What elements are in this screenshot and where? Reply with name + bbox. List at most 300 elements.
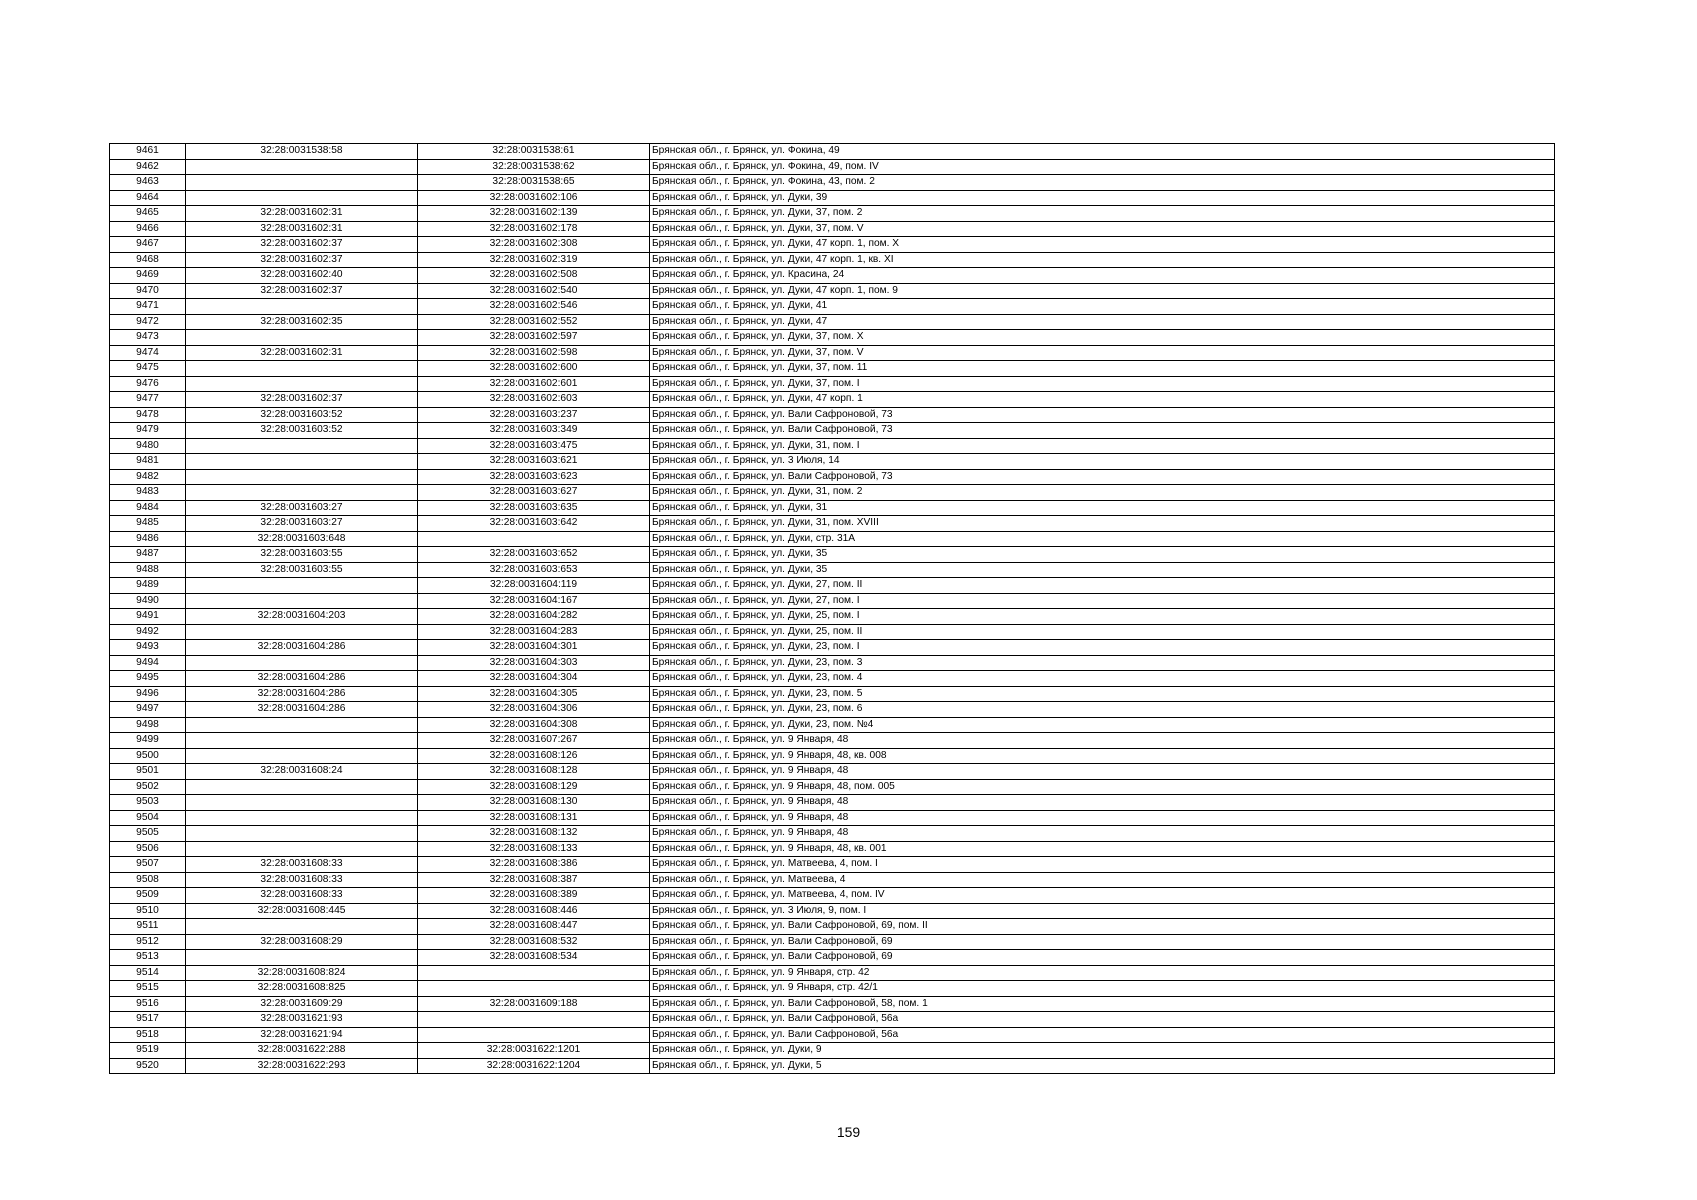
table-row xyxy=(110,485,1555,501)
table-row xyxy=(110,454,1555,470)
parcel-cadastral-cell: 32:28:0031604:286 xyxy=(186,686,418,702)
row-number-cell: 9508 xyxy=(110,872,186,888)
parcel-cadastral-cell xyxy=(186,175,418,191)
address-cell: Брянская обл., г. Брянск, ул. 3 Июля, 14 xyxy=(650,454,1555,470)
address-cell: Брянская обл., г. Брянск, ул. Вали Сафроновой, 73 xyxy=(650,423,1555,439)
table-row xyxy=(110,826,1555,842)
object-cadastral-cell: 32:28:0031608:532 xyxy=(418,934,650,950)
table-row xyxy=(110,981,1555,997)
address-cell: Брянская обл., г. Брянск, ул. Дуки, 39 xyxy=(650,190,1555,206)
table-row xyxy=(110,206,1555,222)
object-cadastral-cell: 32:28:0031603:349 xyxy=(418,423,650,439)
object-cadastral-cell xyxy=(418,531,650,547)
parcel-cadastral-cell: 32:28:0031602:31 xyxy=(186,206,418,222)
row-number-cell: 9462 xyxy=(110,159,186,175)
address-cell: Брянская обл., г. Брянск, ул. Фокина, 49 xyxy=(650,144,1555,160)
parcel-cadastral-cell xyxy=(186,748,418,764)
parcel-cadastral-cell: 32:28:0031621:94 xyxy=(186,1027,418,1043)
parcel-cadastral-cell: 32:28:0031602:31 xyxy=(186,345,418,361)
address-cell: Брянская обл., г. Брянск, ул. Дуки, 31, пом. 2 xyxy=(650,485,1555,501)
parcel-cadastral-cell xyxy=(186,779,418,795)
row-number-cell: 9488 xyxy=(110,562,186,578)
table-row xyxy=(110,314,1555,330)
table-row xyxy=(110,268,1555,284)
address-cell: Брянская обл., г. Брянск, ул. Дуки, 35 xyxy=(650,547,1555,563)
address-cell: Брянская обл., г. Брянск, ул. Вали Сафроновой, 69 xyxy=(650,950,1555,966)
table-row xyxy=(110,1043,1555,1059)
parcel-cadastral-cell: 32:28:0031608:825 xyxy=(186,981,418,997)
address-cell: Брянская обл., г. Брянск, ул. 9 Января, 48, кв. 008 xyxy=(650,748,1555,764)
address-cell: Брянская обл., г. Брянск, ул. Вали Сафроновой, 58, пом. 1 xyxy=(650,996,1555,1012)
row-number-cell: 9485 xyxy=(110,516,186,532)
parcel-cadastral-cell xyxy=(186,159,418,175)
object-cadastral-cell xyxy=(418,965,650,981)
object-cadastral-cell: 32:28:0031622:1201 xyxy=(418,1043,650,1059)
address-cell: Брянская обл., г. Брянск, ул. Дуки, 47 xyxy=(650,314,1555,330)
object-cadastral-cell: 32:28:0031604:119 xyxy=(418,578,650,594)
row-number-cell: 9479 xyxy=(110,423,186,439)
row-number-cell: 9509 xyxy=(110,888,186,904)
table-row xyxy=(110,857,1555,873)
row-number-cell: 9476 xyxy=(110,376,186,392)
object-cadastral-cell: 32:28:0031603:652 xyxy=(418,547,650,563)
parcel-cadastral-cell: 32:28:0031608:33 xyxy=(186,857,418,873)
row-number-cell: 9501 xyxy=(110,764,186,780)
row-number-cell: 9510 xyxy=(110,903,186,919)
address-cell: Брянская обл., г. Брянск, ул. Фокина, 43, пом. 2 xyxy=(650,175,1555,191)
object-cadastral-cell: 32:28:0031602:540 xyxy=(418,283,650,299)
object-cadastral-cell: 32:28:0031608:534 xyxy=(418,950,650,966)
row-number-cell: 9482 xyxy=(110,469,186,485)
table-row xyxy=(110,144,1555,160)
table-row xyxy=(110,624,1555,640)
address-cell: Брянская обл., г. Брянск, ул. Дуки, 37, пом. I xyxy=(650,376,1555,392)
parcel-cadastral-cell xyxy=(186,795,418,811)
parcel-cadastral-cell xyxy=(186,950,418,966)
table-row xyxy=(110,578,1555,594)
object-cadastral-cell xyxy=(418,981,650,997)
parcel-cadastral-cell: 32:28:0031538:58 xyxy=(186,144,418,160)
parcel-cadastral-cell xyxy=(186,655,418,671)
object-cadastral-cell: 32:28:0031608:446 xyxy=(418,903,650,919)
table-row xyxy=(110,764,1555,780)
parcel-cadastral-cell: 32:28:0031602:31 xyxy=(186,221,418,237)
address-cell: Брянская обл., г. Брянск, ул. Дуки, 27, пом. I xyxy=(650,593,1555,609)
object-cadastral-cell: 32:28:0031604:304 xyxy=(418,671,650,687)
object-cadastral-cell: 32:28:0031608:132 xyxy=(418,826,650,842)
table-row xyxy=(110,903,1555,919)
object-cadastral-cell: 32:28:0031622:1204 xyxy=(418,1058,650,1074)
table-row xyxy=(110,996,1555,1012)
address-cell: Брянская обл., г. Брянск, ул. 9 Января, 48 xyxy=(650,733,1555,749)
object-cadastral-cell: 32:28:0031608:131 xyxy=(418,810,650,826)
parcel-cadastral-cell xyxy=(186,810,418,826)
table-row xyxy=(110,361,1555,377)
registry-table-body xyxy=(110,144,1555,1074)
table-row xyxy=(110,562,1555,578)
object-cadastral-cell: 32:28:0031609:188 xyxy=(418,996,650,1012)
object-cadastral-cell: 32:28:0031604:282 xyxy=(418,609,650,625)
table-row xyxy=(110,872,1555,888)
row-number-cell: 9505 xyxy=(110,826,186,842)
row-number-cell: 9486 xyxy=(110,531,186,547)
table-row xyxy=(110,609,1555,625)
address-cell: Брянская обл., г. Брянск, ул. Красина, 24 xyxy=(650,268,1555,284)
object-cadastral-cell: 32:28:0031602:600 xyxy=(418,361,650,377)
address-cell: Брянская обл., г. Брянск, ул. Дуки, 41 xyxy=(650,299,1555,315)
object-cadastral-cell: 32:28:0031603:237 xyxy=(418,407,650,423)
object-cadastral-cell: 32:28:0031608:133 xyxy=(418,841,650,857)
parcel-cadastral-cell: 32:28:0031602:37 xyxy=(186,283,418,299)
row-number-cell: 9475 xyxy=(110,361,186,377)
row-number-cell: 9500 xyxy=(110,748,186,764)
address-cell: Брянская обл., г. Брянск, ул. 3 Июля, 9, пом. I xyxy=(650,903,1555,919)
address-cell: Брянская обл., г. Брянск, ул. 9 Января, 48, кв. 001 xyxy=(650,841,1555,857)
object-cadastral-cell: 32:28:0031602:546 xyxy=(418,299,650,315)
address-cell: Брянская обл., г. Брянск, ул. Дуки, 9 xyxy=(650,1043,1555,1059)
address-cell: Брянская обл., г. Брянск, ул. Вали Сафроновой, 73 xyxy=(650,407,1555,423)
parcel-cadastral-cell: 32:28:0031602:37 xyxy=(186,237,418,253)
address-cell: Брянская обл., г. Брянск, ул. Фокина, 49, пом. IV xyxy=(650,159,1555,175)
object-cadastral-cell: 32:28:0031602:603 xyxy=(418,392,650,408)
address-cell: Брянская обл., г. Брянск, ул. 9 Января, 48, пом. 005 xyxy=(650,779,1555,795)
parcel-cadastral-cell xyxy=(186,717,418,733)
address-cell: Брянская обл., г. Брянск, ул. Дуки, 37, пом. 11 xyxy=(650,361,1555,377)
row-number-cell: 9467 xyxy=(110,237,186,253)
row-number-cell: 9512 xyxy=(110,934,186,950)
table-row xyxy=(110,1058,1555,1074)
parcel-cadastral-cell xyxy=(186,454,418,470)
row-number-cell: 9497 xyxy=(110,702,186,718)
row-number-cell: 9506 xyxy=(110,841,186,857)
table-row xyxy=(110,810,1555,826)
parcel-cadastral-cell: 32:28:0031603:27 xyxy=(186,500,418,516)
address-cell: Брянская обл., г. Брянск, ул. Дуки, 31, пом. XVIII xyxy=(650,516,1555,532)
object-cadastral-cell: 32:28:0031604:283 xyxy=(418,624,650,640)
address-cell: Брянская обл., г. Брянск, ул. Дуки, 37, пом. X xyxy=(650,330,1555,346)
address-cell: Брянская обл., г. Брянск, ул. 9 Января, 48 xyxy=(650,795,1555,811)
address-cell: Брянская обл., г. Брянск, ул. Дуки, 5 xyxy=(650,1058,1555,1074)
object-cadastral-cell: 32:28:0031604:308 xyxy=(418,717,650,733)
parcel-cadastral-cell: 32:28:0031608:445 xyxy=(186,903,418,919)
row-number-cell: 9520 xyxy=(110,1058,186,1074)
parcel-cadastral-cell: 32:28:0031603:52 xyxy=(186,407,418,423)
parcel-cadastral-cell: 32:28:0031603:27 xyxy=(186,516,418,532)
table-row xyxy=(110,919,1555,935)
address-cell: Брянская обл., г. Брянск, ул. Дуки, 23, пом. 5 xyxy=(650,686,1555,702)
parcel-cadastral-cell xyxy=(186,919,418,935)
row-number-cell: 9503 xyxy=(110,795,186,811)
address-cell: Брянская обл., г. Брянск, ул. Дуки, 47 корп. 1, пом. X xyxy=(650,237,1555,253)
row-number-cell: 9466 xyxy=(110,221,186,237)
parcel-cadastral-cell: 32:28:0031602:37 xyxy=(186,392,418,408)
parcel-cadastral-cell: 32:28:0031604:286 xyxy=(186,702,418,718)
row-number-cell: 9484 xyxy=(110,500,186,516)
table-row xyxy=(110,237,1555,253)
address-cell: Брянская обл., г. Брянск, ул. Дуки, 23, пом. 6 xyxy=(650,702,1555,718)
row-number-cell: 9494 xyxy=(110,655,186,671)
parcel-cadastral-cell xyxy=(186,469,418,485)
address-cell: Брянская обл., г. Брянск, ул. Дуки, 47 корп. 1, кв. XI xyxy=(650,252,1555,268)
row-number-cell: 9513 xyxy=(110,950,186,966)
parcel-cadastral-cell: 32:28:0031608:33 xyxy=(186,872,418,888)
row-number-cell: 9502 xyxy=(110,779,186,795)
table-row xyxy=(110,950,1555,966)
row-number-cell: 9480 xyxy=(110,438,186,454)
table-row xyxy=(110,1012,1555,1028)
object-cadastral-cell: 32:28:0031604:306 xyxy=(418,702,650,718)
address-cell: Брянская обл., г. Брянск, ул. 9 Января, стр. 42/1 xyxy=(650,981,1555,997)
object-cadastral-cell: 32:28:0031608:129 xyxy=(418,779,650,795)
table-row xyxy=(110,531,1555,547)
address-cell: Брянская обл., г. Брянск, ул. Дуки, 47 корп. 1 xyxy=(650,392,1555,408)
parcel-cadastral-cell xyxy=(186,578,418,594)
object-cadastral-cell: 32:28:0031538:61 xyxy=(418,144,650,160)
table-row xyxy=(110,888,1555,904)
object-cadastral-cell: 32:28:0031604:301 xyxy=(418,640,650,656)
row-number-cell: 9465 xyxy=(110,206,186,222)
address-cell: Брянская обл., г. Брянск, ул. Дуки, 35 xyxy=(650,562,1555,578)
registry-table xyxy=(109,143,1555,1074)
object-cadastral-cell: 32:28:0031602:597 xyxy=(418,330,650,346)
parcel-cadastral-cell xyxy=(186,841,418,857)
row-number-cell: 9498 xyxy=(110,717,186,733)
row-number-cell: 9516 xyxy=(110,996,186,1012)
row-number-cell: 9477 xyxy=(110,392,186,408)
row-number-cell: 9517 xyxy=(110,1012,186,1028)
table-row xyxy=(110,469,1555,485)
row-number-cell: 9487 xyxy=(110,547,186,563)
object-cadastral-cell xyxy=(418,1027,650,1043)
table-row xyxy=(110,733,1555,749)
parcel-cadastral-cell xyxy=(186,299,418,315)
table-row xyxy=(110,190,1555,206)
address-cell: Брянская обл., г. Брянск, ул. Матвеева, 4, пом. IV xyxy=(650,888,1555,904)
object-cadastral-cell: 32:28:0031602:319 xyxy=(418,252,650,268)
row-number-cell: 9496 xyxy=(110,686,186,702)
row-number-cell: 9478 xyxy=(110,407,186,423)
parcel-cadastral-cell xyxy=(186,376,418,392)
object-cadastral-cell: 32:28:0031602:139 xyxy=(418,206,650,222)
address-cell: Брянская обл., г. Брянск, ул. Дуки, 37, пом. V xyxy=(650,221,1555,237)
object-cadastral-cell: 32:28:0031608:389 xyxy=(418,888,650,904)
table-row xyxy=(110,376,1555,392)
parcel-cadastral-cell: 32:28:0031608:33 xyxy=(186,888,418,904)
page-number: 159 xyxy=(836,1124,861,1140)
object-cadastral-cell: 32:28:0031602:106 xyxy=(418,190,650,206)
address-cell: Брянская обл., г. Брянск, ул. Вали Сафроновой, 69, пом. II xyxy=(650,919,1555,935)
object-cadastral-cell: 32:28:0031608:386 xyxy=(418,857,650,873)
row-number-cell: 9493 xyxy=(110,640,186,656)
table-row xyxy=(110,547,1555,563)
object-cadastral-cell: 32:28:0031603:623 xyxy=(418,469,650,485)
parcel-cadastral-cell xyxy=(186,330,418,346)
table-row xyxy=(110,1027,1555,1043)
table-row xyxy=(110,779,1555,795)
table-row xyxy=(110,392,1555,408)
parcel-cadastral-cell: 32:28:0031622:293 xyxy=(186,1058,418,1074)
address-cell: Брянская обл., г. Брянск, ул. Дуки, 37, пом. 2 xyxy=(650,206,1555,222)
object-cadastral-cell: 32:28:0031602:508 xyxy=(418,268,650,284)
row-number-cell: 9491 xyxy=(110,609,186,625)
object-cadastral-cell: 32:28:0031602:178 xyxy=(418,221,650,237)
row-number-cell: 9468 xyxy=(110,252,186,268)
parcel-cadastral-cell: 32:28:0031604:203 xyxy=(186,609,418,625)
row-number-cell: 9481 xyxy=(110,454,186,470)
row-number-cell: 9490 xyxy=(110,593,186,609)
object-cadastral-cell: 32:28:0031538:62 xyxy=(418,159,650,175)
parcel-cadastral-cell xyxy=(186,593,418,609)
object-cadastral-cell: 32:28:0031602:308 xyxy=(418,237,650,253)
address-cell: Брянская обл., г. Брянск, ул. Вали Сафроновой, 69 xyxy=(650,934,1555,950)
table-row xyxy=(110,795,1555,811)
object-cadastral-cell: 32:28:0031603:653 xyxy=(418,562,650,578)
address-cell: Брянская обл., г. Брянск, ул. 9 Января, стр. 42 xyxy=(650,965,1555,981)
address-cell: Брянская обл., г. Брянск, ул. Матвеева, 4, пом. I xyxy=(650,857,1555,873)
table-row xyxy=(110,702,1555,718)
address-cell: Брянская обл., г. Брянск, ул. 9 Января, 48 xyxy=(650,764,1555,780)
object-cadastral-cell: 32:28:0031602:552 xyxy=(418,314,650,330)
row-number-cell: 9507 xyxy=(110,857,186,873)
address-cell: Брянская обл., г. Брянск, ул. Матвеева, 4 xyxy=(650,872,1555,888)
address-cell: Брянская обл., г. Брянск, ул. 9 Января, 48 xyxy=(650,810,1555,826)
object-cadastral-cell: 32:28:0031607:267 xyxy=(418,733,650,749)
table-row xyxy=(110,748,1555,764)
table-row xyxy=(110,283,1555,299)
table-row xyxy=(110,500,1555,516)
address-cell: Брянская обл., г. Брянск, ул. Дуки, 37, пом. V xyxy=(650,345,1555,361)
table-row xyxy=(110,159,1555,175)
address-cell: Брянская обл., г. Брянск, ул. Дуки, 23, пом. I xyxy=(650,640,1555,656)
row-number-cell: 9483 xyxy=(110,485,186,501)
table-row xyxy=(110,655,1555,671)
row-number-cell: 9461 xyxy=(110,144,186,160)
table-row xyxy=(110,717,1555,733)
row-number-cell: 9469 xyxy=(110,268,186,284)
address-cell: Брянская обл., г. Брянск, ул. Вали Сафроновой, 56а xyxy=(650,1027,1555,1043)
row-number-cell: 9495 xyxy=(110,671,186,687)
table-row xyxy=(110,423,1555,439)
row-number-cell: 9519 xyxy=(110,1043,186,1059)
address-cell: Брянская обл., г. Брянск, ул. Дуки, 23, пом. 4 xyxy=(650,671,1555,687)
object-cadastral-cell: 32:28:0031603:475 xyxy=(418,438,650,454)
row-number-cell: 9511 xyxy=(110,919,186,935)
parcel-cadastral-cell: 32:28:0031608:824 xyxy=(186,965,418,981)
address-cell: Брянская обл., г. Брянск, ул. Дуки, стр. 31А xyxy=(650,531,1555,547)
object-cadastral-cell: 32:28:0031608:128 xyxy=(418,764,650,780)
parcel-cadastral-cell: 32:28:0031602:37 xyxy=(186,252,418,268)
parcel-cadastral-cell xyxy=(186,438,418,454)
parcel-cadastral-cell xyxy=(186,826,418,842)
table-row xyxy=(110,330,1555,346)
address-cell: Брянская обл., г. Брянск, ул. Дуки, 23, пом. №4 xyxy=(650,717,1555,733)
table-row xyxy=(110,965,1555,981)
table-row xyxy=(110,175,1555,191)
row-number-cell: 9489 xyxy=(110,578,186,594)
table-row xyxy=(110,299,1555,315)
parcel-cadastral-cell xyxy=(186,733,418,749)
address-cell: Брянская обл., г. Брянск, ул. Дуки, 31 xyxy=(650,500,1555,516)
table-row xyxy=(110,934,1555,950)
row-number-cell: 9470 xyxy=(110,283,186,299)
object-cadastral-cell: 32:28:0031608:126 xyxy=(418,748,650,764)
object-cadastral-cell: 32:28:0031608:387 xyxy=(418,872,650,888)
address-cell: Брянская обл., г. Брянск, ул. Дуки, 23, пом. 3 xyxy=(650,655,1555,671)
table-row xyxy=(110,221,1555,237)
table-row xyxy=(110,345,1555,361)
table-row xyxy=(110,671,1555,687)
table-row xyxy=(110,841,1555,857)
row-number-cell: 9463 xyxy=(110,175,186,191)
address-cell: Брянская обл., г. Брянск, ул. Дуки, 27, пом. II xyxy=(650,578,1555,594)
table-row xyxy=(110,438,1555,454)
object-cadastral-cell: 32:28:0031602:601 xyxy=(418,376,650,392)
table-row xyxy=(110,640,1555,656)
row-number-cell: 9471 xyxy=(110,299,186,315)
row-number-cell: 9474 xyxy=(110,345,186,361)
address-cell: Брянская обл., г. Брянск, ул. Дуки, 25, пом. II xyxy=(650,624,1555,640)
address-cell: Брянская обл., г. Брянск, ул. Вали Сафроновой, 73 xyxy=(650,469,1555,485)
address-cell: Брянская обл., г. Брянск, ул. 9 Января, 48 xyxy=(650,826,1555,842)
object-cadastral-cell: 32:28:0031604:303 xyxy=(418,655,650,671)
object-cadastral-cell: 32:28:0031603:621 xyxy=(418,454,650,470)
row-number-cell: 9499 xyxy=(110,733,186,749)
parcel-cadastral-cell: 32:28:0031604:286 xyxy=(186,640,418,656)
object-cadastral-cell: 32:28:0031603:642 xyxy=(418,516,650,532)
row-number-cell: 9518 xyxy=(110,1027,186,1043)
object-cadastral-cell: 32:28:0031604:167 xyxy=(418,593,650,609)
table-row xyxy=(110,252,1555,268)
parcel-cadastral-cell: 32:28:0031608:24 xyxy=(186,764,418,780)
table-row xyxy=(110,593,1555,609)
table-row xyxy=(110,686,1555,702)
parcel-cadastral-cell: 32:28:0031603:52 xyxy=(186,423,418,439)
parcel-cadastral-cell: 32:28:0031608:29 xyxy=(186,934,418,950)
object-cadastral-cell: 32:28:0031608:130 xyxy=(418,795,650,811)
object-cadastral-cell: 32:28:0031603:627 xyxy=(418,485,650,501)
parcel-cadastral-cell: 32:28:0031603:648 xyxy=(186,531,418,547)
address-cell: Брянская обл., г. Брянск, ул. Дуки, 25, пом. I xyxy=(650,609,1555,625)
parcel-cadastral-cell: 32:28:0031609:29 xyxy=(186,996,418,1012)
parcel-cadastral-cell xyxy=(186,624,418,640)
parcel-cadastral-cell: 32:28:0031621:93 xyxy=(186,1012,418,1028)
parcel-cadastral-cell: 32:28:0031622:288 xyxy=(186,1043,418,1059)
parcel-cadastral-cell xyxy=(186,190,418,206)
object-cadastral-cell: 32:28:0031602:598 xyxy=(418,345,650,361)
object-cadastral-cell xyxy=(418,1012,650,1028)
parcel-cadastral-cell: 32:28:0031603:55 xyxy=(186,547,418,563)
parcel-cadastral-cell: 32:28:0031604:286 xyxy=(186,671,418,687)
object-cadastral-cell: 32:28:0031603:635 xyxy=(418,500,650,516)
row-number-cell: 9504 xyxy=(110,810,186,826)
parcel-cadastral-cell: 32:28:0031602:35 xyxy=(186,314,418,330)
row-number-cell: 9473 xyxy=(110,330,186,346)
row-number-cell: 9492 xyxy=(110,624,186,640)
table-row xyxy=(110,407,1555,423)
row-number-cell: 9464 xyxy=(110,190,186,206)
object-cadastral-cell: 32:28:0031604:305 xyxy=(418,686,650,702)
object-cadastral-cell: 32:28:0031608:447 xyxy=(418,919,650,935)
address-cell: Брянская обл., г. Брянск, ул. Дуки, 31, пом. I xyxy=(650,438,1555,454)
row-number-cell: 9515 xyxy=(110,981,186,997)
parcel-cadastral-cell xyxy=(186,485,418,501)
address-cell: Брянская обл., г. Брянск, ул. Дуки, 47 корп. 1, пом. 9 xyxy=(650,283,1555,299)
object-cadastral-cell: 32:28:0031538:65 xyxy=(418,175,650,191)
table-row xyxy=(110,516,1555,532)
parcel-cadastral-cell xyxy=(186,361,418,377)
parcel-cadastral-cell: 32:28:0031602:40 xyxy=(186,268,418,284)
row-number-cell: 9514 xyxy=(110,965,186,981)
